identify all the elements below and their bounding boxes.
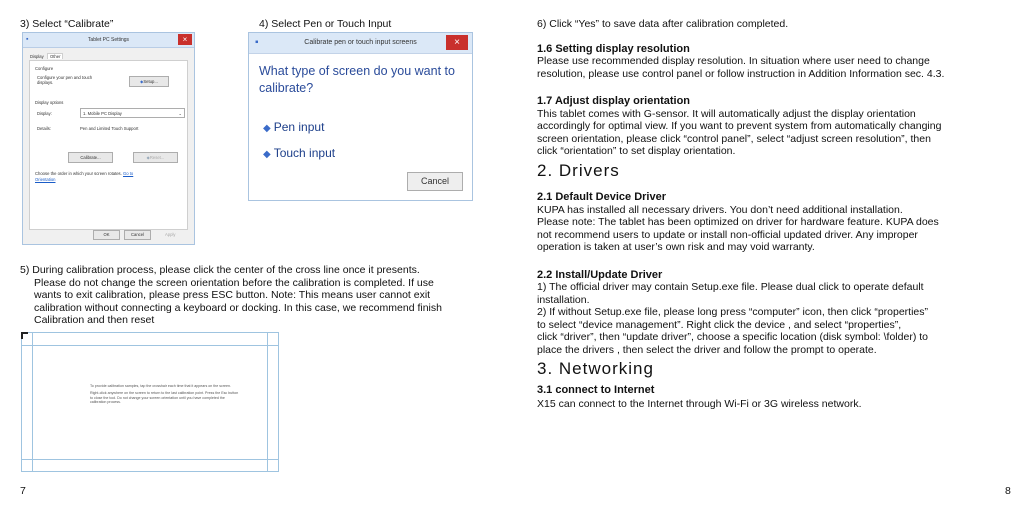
page-number-left: 7 — [20, 485, 26, 497]
display-label: Display: — [37, 111, 52, 116]
ok-button: OK — [93, 230, 120, 240]
calibrate-dialog-title: Calibrate pen or touch input screens — [304, 39, 417, 46]
apply-button: Apply — [165, 232, 176, 237]
section-1-6-heading: 1.6 Setting display resolution — [537, 42, 690, 55]
paragraph-line: click “orientation” to set display orientation. — [537, 145, 736, 157]
paragraph-line: resolution, please use control panel or follow instruction in Addition Information sec. 4.3. — [537, 67, 945, 80]
paragraph-line: 2) If without Setup.exe file, please long press “computer” icon, then click “properties” — [537, 306, 929, 318]
window-icon: ▪ — [255, 37, 259, 48]
reset-button — [133, 152, 178, 163]
step-5-line: Calibration and then reset — [34, 314, 155, 326]
calibrate-dialog-title-bar — [249, 33, 472, 54]
pen-input-option — [263, 120, 324, 134]
step-5-line: 5) During calibration process, please click the center of the cross line once it presents. — [20, 264, 420, 276]
orientation-link: Orientation — [35, 177, 56, 182]
step-6-text: 6) Click “Yes” to save data after calibration completed. — [537, 18, 789, 30]
details-label: Details: — [37, 126, 51, 131]
paragraph-line: screen orientation, please click “control panel”, select “adjust screen resolution”, then — [537, 132, 931, 145]
paragraph-line: KUPA has installed all necessary drivers. You don’t need additional installation. — [537, 203, 903, 216]
details-value: Pen and Limited Touch Support — [80, 126, 139, 131]
section-2-2-heading: 2.2 Install/Update Driver — [537, 268, 663, 281]
orientation-text — [35, 171, 133, 176]
crosshair-line — [22, 345, 278, 346]
display-select-value: 1. Mobile PC Display — [83, 111, 122, 116]
close-icon: × — [446, 35, 468, 50]
chevron-down-icon: ⌄ — [178, 111, 182, 116]
window-icon: ▪ — [26, 36, 29, 43]
tablet-pc-title-bar — [23, 33, 194, 48]
paragraph-line: accordingly for optimal view. If you want to prevent system from automatically changing — [537, 120, 942, 132]
configure-text: Configure your pen and touch displays. — [37, 75, 93, 85]
shield-icon: ◆ — [263, 123, 271, 134]
tablet-pc-panel — [29, 60, 188, 230]
section-1-7-heading: 1.7 Adjust display orientation — [537, 95, 691, 107]
display-select — [80, 108, 185, 118]
setup-button-label: Setup... — [143, 79, 158, 84]
go-to-link: Go to — [123, 171, 134, 176]
paragraph-line: click “driver”, then “update driver”, choose a specific location (disk symbol: \folder) to — [537, 331, 928, 343]
crosshair-line — [267, 333, 268, 471]
cancel-button: Cancel — [407, 172, 463, 191]
paragraph-line: not recommend users to update or install non-official updated driver. Any improper — [537, 228, 918, 241]
reset-button-label: Reset... — [149, 155, 165, 160]
paragraph-line: operation is taken at user’s own risk and may void warranty. — [537, 241, 815, 253]
cancel-button: Cancel — [124, 230, 151, 240]
page-number-right: 8 — [1005, 485, 1011, 497]
section-2-1-heading: 2.1 Default Device Driver — [537, 191, 667, 203]
step-5-line: wants to exit calibration, please press ESC button. Note: This means user cannot exit — [34, 289, 431, 301]
section-3-1-heading: 3.1 connect to Internet — [537, 383, 655, 396]
paragraph-line: installation. — [537, 293, 590, 306]
paragraph-line: Please note: The tablet has been optimized on driver for hardware feature. KUPA does — [537, 216, 939, 228]
step-4-caption: 4) Select Pen or Touch Input — [259, 18, 392, 30]
calibrate-question: What type of screen do you want to calibrate? — [259, 64, 455, 95]
calibration-instructions — [90, 384, 240, 404]
crosshair-icon — [21, 332, 28, 339]
configure-label: Configure — [35, 66, 54, 71]
right-page-content — [537, 18, 1007, 411]
paragraph-line: place the drivers , then select the driver and follow the prompt to operate. — [537, 343, 877, 356]
shield-icon: ◆ — [140, 79, 144, 84]
paragraph-line: This tablet comes with G-sensor. It will automatically adjust the display orientation — [537, 107, 916, 120]
shield-icon: ◆ — [263, 149, 271, 160]
touch-input-option — [263, 146, 335, 160]
tab-other: Other — [47, 53, 63, 59]
paragraph-line: to select “device management”. Right click the device , and select “properties”, — [537, 318, 902, 331]
paragraph-line: X15 can connect to the Internet through Wi-Fi or 3G wireless network. — [537, 398, 862, 410]
calibration-instruction-2: Right-click anywhere on the screen to return to the last calibration point. Press the Esc button to close the tool. Do not change your screen orientation until you have completed the calibration process. — [90, 391, 239, 404]
paragraph-line: 1) The official driver may contain Setup.exe file. Please dual click to operate default — [537, 281, 924, 293]
calibration-screen-screenshot — [21, 332, 279, 472]
crosshair-line — [22, 459, 278, 460]
tablet-pc-title: Tablet PC Settings — [87, 37, 130, 43]
calibrate-button: Calibrate... — [68, 152, 113, 163]
close-icon: × — [178, 34, 192, 45]
shield-icon: ◆ — [146, 155, 150, 160]
step-5-line: calibration without connecting a keyboard or docking. In this case, we recommend finish — [34, 301, 442, 314]
calibration-instruction-1: To provide calibration samples, tap the crosshair each time that it appears on the screen. — [90, 384, 232, 388]
networking-heading: 3. Networking — [537, 359, 654, 378]
setup-button — [129, 76, 169, 87]
drivers-heading: 2. Drivers — [537, 160, 620, 180]
display-options-label: Display options — [35, 100, 64, 105]
orientation-text-label: Choose the order in which your screen rotates. — [35, 171, 122, 176]
crosshair-line — [32, 333, 33, 471]
tablet-pc-settings-screenshot — [22, 32, 195, 245]
step-5-line: Please do not change the screen orientation before the calibration is completed. If use — [34, 276, 434, 289]
pen-input-label: Pen input — [273, 120, 325, 134]
calibrate-dialog-screenshot — [248, 32, 473, 201]
touch-input-label: Touch input — [273, 146, 336, 160]
step-3-caption: 3) Select “Calibrate” — [20, 18, 114, 30]
tab-display: Display — [30, 54, 44, 59]
step-5-text — [20, 264, 490, 327]
paragraph-line: Please use recommended display resolution. In situation where user need to change — [537, 55, 930, 67]
